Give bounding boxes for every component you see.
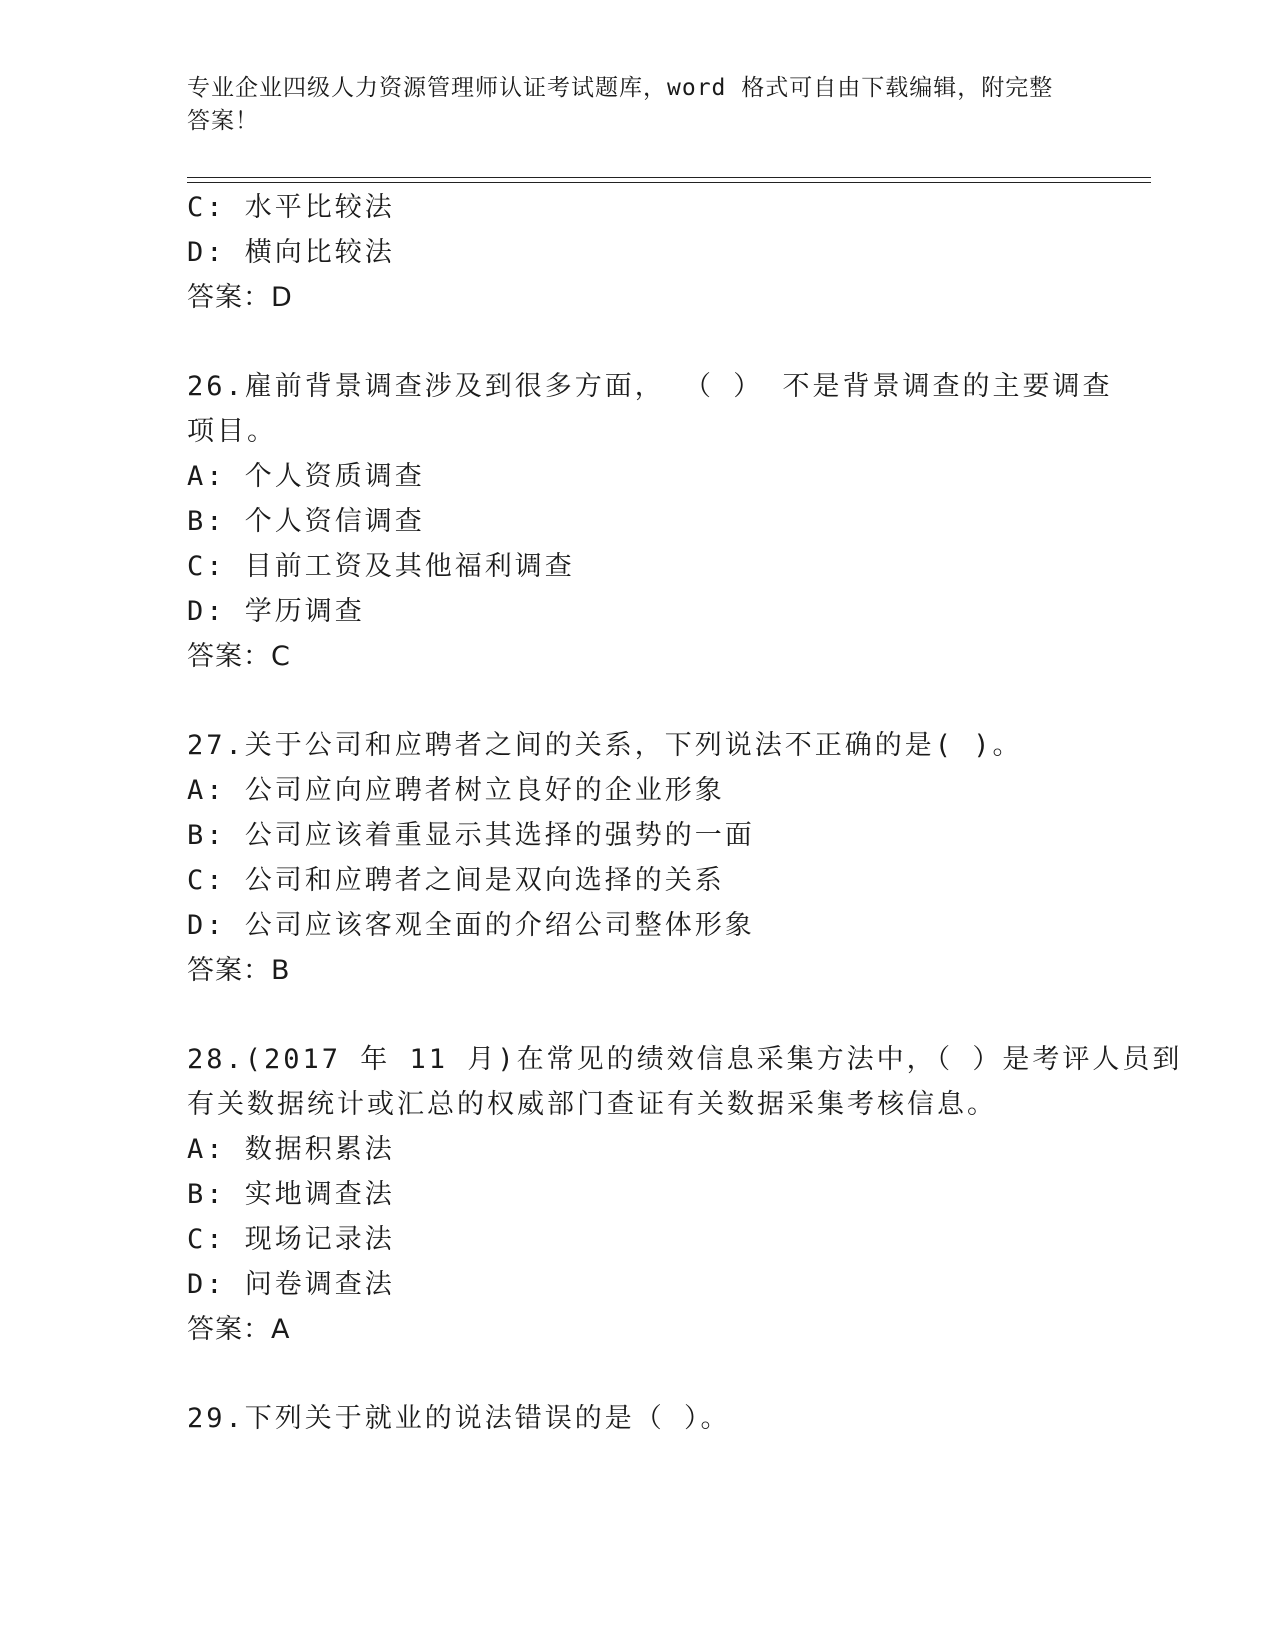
document-header: 专业企业四级人力资源管理师认证考试题库，word 格式可自由下载编辑，附完整答案！	[187, 75, 1054, 134]
q25-answer: 答案：D	[187, 282, 293, 313]
q26-option-b: B: 个人资信调查	[187, 506, 425, 537]
q28-option-a: A: 数据积累法	[187, 1134, 395, 1165]
q26-stem-line1: 26.雇前背景调查涉及到很多方面， （ ） 不是背景调查的主要调查	[187, 371, 1113, 402]
q28-option-b: B: 实地调查法	[187, 1179, 395, 1210]
header-divider-top	[187, 177, 1151, 178]
q28-stem-line2: 有关数据统计或汇总的权威部门查证有关数据采集考核信息。	[187, 1089, 997, 1120]
q28-option-d: D: 问卷调查法	[187, 1269, 395, 1300]
q28-option-c: C: 现场记录法	[187, 1224, 395, 1255]
q25-option-c: C: 水平比较法	[187, 192, 395, 223]
q28-stem-line1: 28.(2017 年 11 月)在常见的绩效信息采集方法中，（ ）是考评人员到	[187, 1044, 1183, 1075]
q29-stem: 29.下列关于就业的说法错误的是（ ）。	[187, 1403, 731, 1434]
q26-answer: 答案：C	[187, 641, 291, 672]
q25-option-d: D: 横向比较法	[187, 237, 395, 268]
q26-option-a: A: 个人资质调查	[187, 461, 425, 492]
q27-option-a: A: 公司应向应聘者树立良好的企业形象	[187, 775, 725, 806]
q27-option-c: C: 公司和应聘者之间是双向选择的关系	[187, 865, 725, 896]
q26-option-c: C: 目前工资及其他福利调查	[187, 551, 575, 582]
q28-answer: 答案：A	[187, 1314, 291, 1345]
q26-option-d: D: 学历调查	[187, 596, 365, 627]
header-divider-bottom	[187, 182, 1151, 183]
q26-stem-line2: 项目。	[187, 416, 277, 447]
q27-option-b: B: 公司应该着重显示其选择的强势的一面	[187, 820, 755, 851]
q27-stem: 27.关于公司和应聘者之间的关系，下列说法不正确的是( )。	[187, 730, 1023, 761]
q27-option-d: D: 公司应该客观全面的介绍公司整体形象	[187, 910, 755, 941]
q27-answer: 答案：B	[187, 955, 291, 986]
